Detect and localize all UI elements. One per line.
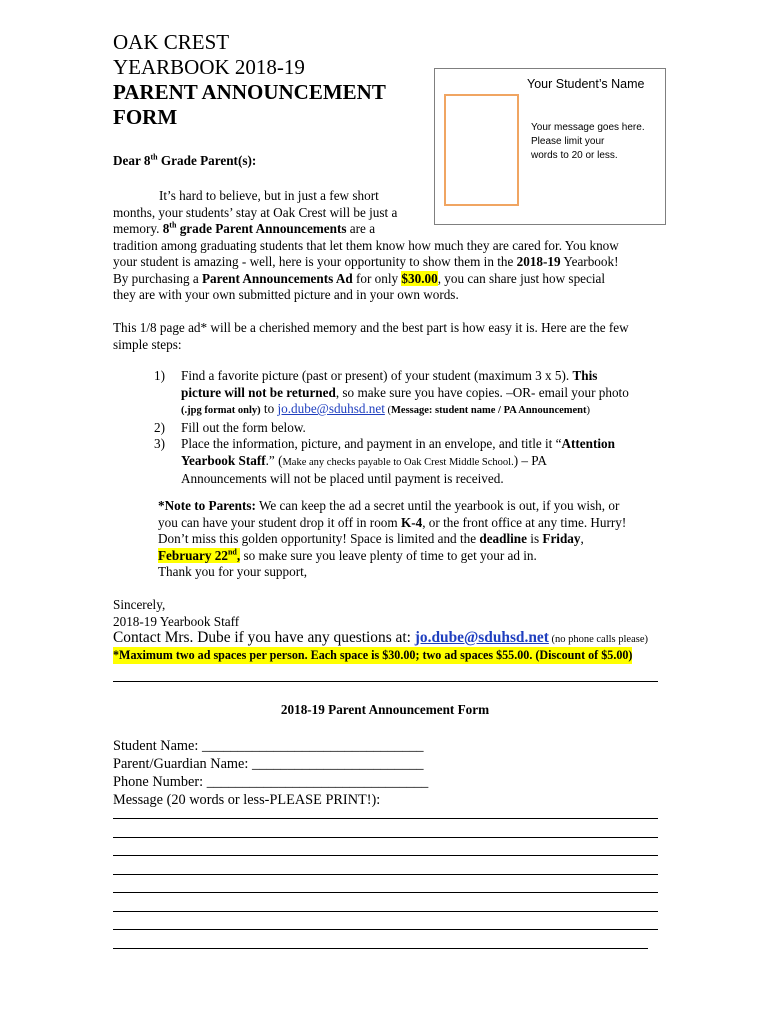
steps-intro: This 1/8 page ad* will be a cherished memory and the best part is how easy it is. Here are the few simple steps:	[113, 320, 629, 352]
sample-student-name: Your Student’s Name	[527, 77, 645, 91]
message-line	[113, 818, 658, 819]
message-line	[113, 892, 658, 893]
student-name-field[interactable]: Student Name: _______________________________	[113, 738, 424, 754]
document-title	[113, 30, 443, 130]
message-label: Message (20 words or less-PLEASE PRINT!):	[113, 792, 381, 808]
greeting: Dear 8th Grade Parent(s):	[113, 152, 257, 168]
title-line-2: YEARBOOK 2018-19	[113, 55, 305, 79]
steps-list: 1) Find a favorite picture (past or present) of your student (maximum 3 x 5). This picture will not be returned, so make sure you have copies. –OR- email your photo (.jpg format only) to jo.dube@sduhsd.net (Message: student name / PA Announcement) 2) Fill out the form below. 3) Place the information, picture, and payment in an envelope, and title it “Attention Yearbook Staff.” (Make any checks payable to Oak Crest Middle School.) – PA Announcements will not be placed until payment is received.	[154, 368, 629, 486]
message-line	[113, 948, 648, 949]
contact-email-link[interactable]: jo.dube@sduhsd.net	[414, 629, 549, 646]
step-1: 1) Find a favorite picture (past or present) of your student (maximum 3 x 5). This	[154, 368, 598, 383]
message-line	[113, 911, 658, 912]
title-line-3: PARENT ANNOUNCEMENT	[113, 80, 386, 104]
price-highlight: $30.00	[401, 270, 438, 286]
form-fields	[113, 737, 428, 809]
section-divider	[113, 681, 658, 682]
step-3: 3) Place the information, picture, and payment in an envelope, and title it “Attention	[154, 436, 615, 451]
title-line-1: OAK CREST	[113, 30, 230, 54]
message-line	[113, 874, 658, 875]
intro-paragraph: It’s hard to believe, but in just a few short months, your students’ stay at Oak Crest will be just a memory. 8th grade Parent Announcements are a tradition among graduating students that let them know how much they are cared for. You know your student is amazing - well, here is your opportunity to show them in the 2018-19 Yearbook! By purchasing a Parent Announcements Ad for only $30.00, you can share just how special they are with your own submitted picture and in your own words.	[113, 188, 619, 302]
title-line-4: FORM	[113, 105, 178, 129]
email-link[interactable]: jo.dube@sduhsd.net	[277, 401, 385, 416]
phone-number-field[interactable]: Phone Number: _______________________________	[113, 774, 429, 790]
note-to-parents: *Note to Parents: We can keep the ad a secret until the yearbook is out, if you wish, or you can have your student drop it off in room K-4, or the front office at any time. Hurry! Don’t miss this golden opportunity! Space is limited and the deadline is Friday, February 22nd, so make sure you leave plenty of time to get your ad in. Thank you for your support,	[158, 498, 627, 579]
message-lines[interactable]	[113, 818, 658, 966]
closing: Sincerely, 2018-19 Yearbook Staff	[113, 597, 240, 629]
step-2: 2) Fill out the form below.	[154, 419, 306, 435]
sample-message-line: Please limit your	[531, 136, 605, 147]
sample-message-line: Your message goes here.	[531, 122, 645, 133]
contact-line: Contact Mrs. Dube if you have any questions at: jo.dube@sduhsd.net (no phone calls please)	[113, 629, 648, 646]
sample-message-line: words to 20 or less.	[531, 150, 618, 161]
sample-message	[531, 121, 661, 163]
parent-name-field[interactable]: Parent/Guardian Name: ________________________	[113, 756, 424, 772]
message-line	[113, 855, 658, 856]
message-line	[113, 837, 658, 838]
message-line	[113, 929, 658, 930]
deadline-highlight: February 22nd,	[158, 547, 241, 563]
form-title: 2018-19 Parent Announcement Form	[280, 702, 490, 717]
max-ad-note: *Maximum two ad spaces per person. Each space is $30.00; two ad spaces $55.00. (Discount of $5.00)	[113, 648, 633, 662]
